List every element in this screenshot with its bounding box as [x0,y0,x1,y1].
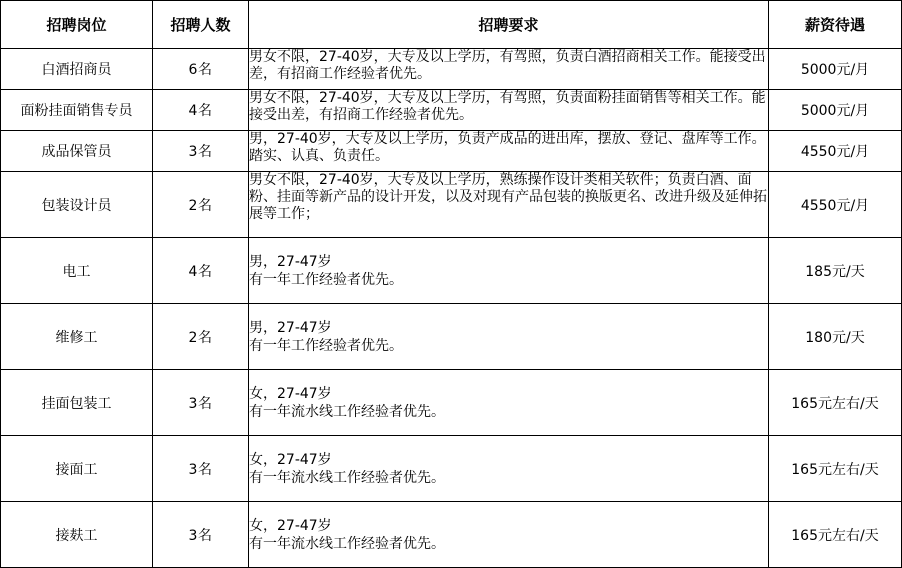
position-cell: 维修工 [1,304,153,370]
count-cell: 3名 [153,502,249,568]
count-cell: 3名 [153,436,249,502]
salary-cell: 5000元/月 [769,90,902,131]
count-cell: 6名 [153,49,249,90]
count-cell: 4名 [153,90,249,131]
salary-cell: 165元左右/天 [769,436,902,502]
requirement-cell: 女，27-47岁 有一年流水线工作经验者优先。 [249,502,769,568]
table-row [1,172,902,238]
requirement-cell: 男女不限，27-40岁，大专及以上学历，有驾照，负责面粉挂面销售等相关工作。能接受出差，有招商工作经验者优先。 [249,90,769,131]
header-count: 招聘人数 [153,1,249,49]
count-cell: 2名 [153,172,249,238]
table-row [1,502,902,568]
table-row [1,304,902,370]
requirement-cell: 男女不限，27-40岁，大专及以上学历，有驾照，负责白酒招商相关工作。能接受出差，有招商工作经验者优先。 [249,49,769,90]
header-row [1,1,902,49]
table-row [1,370,902,436]
count-cell: 3名 [153,370,249,436]
header-position: 招聘岗位 [1,1,153,49]
requirement-cell: 男，27-47岁 有一年工作经验者优先。 [249,238,769,304]
position-cell: 电工 [1,238,153,304]
header-requirement: 招聘要求 [249,1,769,49]
header-salary: 薪资待遇 [769,1,902,49]
table-row [1,90,902,131]
position-cell: 挂面包装工 [1,370,153,436]
position-cell: 接麸工 [1,502,153,568]
position-cell: 包装设计员 [1,172,153,238]
table-row [1,436,902,502]
salary-cell: 185元/天 [769,238,902,304]
table-row [1,131,902,172]
table-row [1,238,902,304]
table-row [1,49,902,90]
salary-cell: 5000元/月 [769,49,902,90]
position-cell: 成品保管员 [1,131,153,172]
salary-cell: 165元左右/天 [769,370,902,436]
count-cell: 2名 [153,304,249,370]
requirement-cell: 男，27-40岁，大专及以上学历，负责产成品的进出库，摆放、登记、盘库等工作。踏实、认真、负责任。 [249,131,769,172]
requirement-cell: 男，27-47岁 有一年工作经验者优先。 [249,304,769,370]
salary-cell: 180元/天 [769,304,902,370]
position-cell: 面粉挂面销售专员 [1,90,153,131]
salary-cell: 4550元/月 [769,131,902,172]
requirement-cell: 女，27-47岁 有一年流水线工作经验者优先。 [249,436,769,502]
count-cell: 3名 [153,131,249,172]
salary-cell: 165元左右/天 [769,502,902,568]
requirement-cell: 女，27-47岁 有一年流水线工作经验者优先。 [249,370,769,436]
position-cell: 接面工 [1,436,153,502]
count-cell: 4名 [153,238,249,304]
position-cell: 白酒招商员 [1,49,153,90]
salary-cell: 4550元/月 [769,172,902,238]
requirement-cell: 男女不限，27-40岁，大专及以上学历，熟练操作设计类相关软件；负责白酒、面粉、挂面等新产品的设计开发，以及对现有产品包装的换版更名、改进升级及延伸拓展等工作； [249,172,769,238]
